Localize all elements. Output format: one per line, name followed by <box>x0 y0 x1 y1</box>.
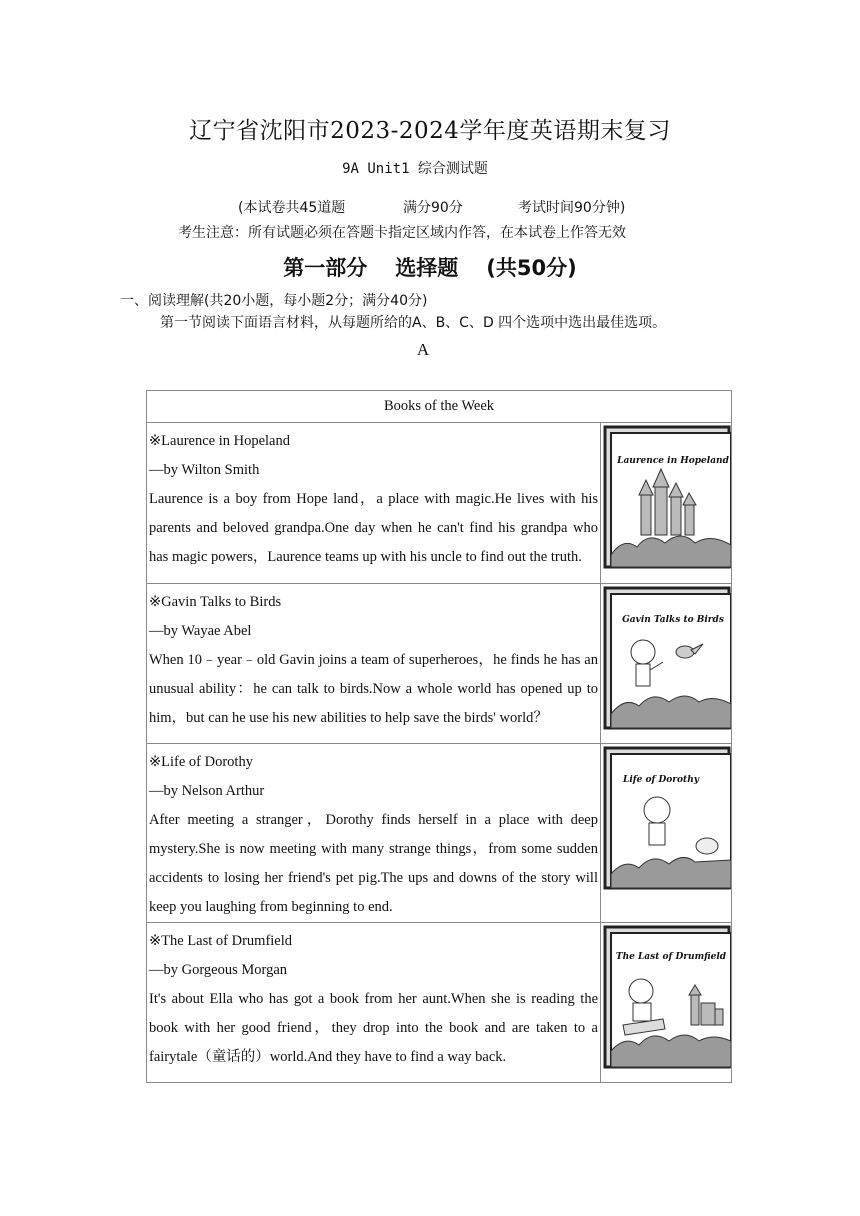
book-author: —by Nelson Arthur <box>149 783 265 799</box>
exam-info <box>238 197 625 217</box>
book-title: ※Life of Dorothy <box>149 754 253 770</box>
book-author: —by Wayae Abel <box>149 623 252 639</box>
girl-and-pig-illustration-icon <box>603 746 731 892</box>
book-description: It's about Ella who has got a book from her aunt.When she is reading the book with her good friend，they drop into the book and are taken to a fairytale（童话的）world.And they have to find a way back. <box>149 991 598 1065</box>
part-name: 第一部分 <box>283 256 368 280</box>
boy-and-bird-illustration-icon <box>603 586 731 732</box>
book-author: —by Gorgeous Morgan <box>149 962 288 978</box>
exam-title: 辽宁省沈阳市2023-2024学年度英语期末复习 <box>189 118 671 144</box>
book-title: ※Gavin Talks to Birds <box>149 594 282 610</box>
book-text <box>147 423 601 584</box>
passage-letter: A <box>416 340 430 359</box>
cover-title: The Last of Drumfield <box>615 952 727 962</box>
info-questions: (本试卷共45道题 <box>238 200 346 216</box>
book-title: ※The Last of Drumfield <box>149 933 293 949</box>
book-text <box>147 584 601 744</box>
cover-title: Life of Dorothy <box>623 775 699 785</box>
cover-title: Laurence in Hopeland <box>617 456 729 466</box>
exam-notice: 考生注意：所有试题必须在答题卡指定区域内作答，在本试卷上作答无效 <box>178 225 626 241</box>
section-title: 一、阅读理解(共20小题，每小题2分；满分40分) <box>120 293 428 309</box>
table-row <box>147 423 732 584</box>
table-header: Books of the Week <box>147 391 732 423</box>
part-type: 选择题 <box>395 256 459 280</box>
info-score: 满分90分 <box>403 200 463 216</box>
book-text <box>147 923 601 1083</box>
books-table <box>146 390 732 1083</box>
book-cover-cell <box>601 744 732 923</box>
book-title: ※Laurence in Hopeland <box>149 433 290 449</box>
book-description: After meeting a stranger，Dorothy finds herself in a place with deep mystery.She is now meeting with many strange things，from some sudden accidents to losing her friend's pet pig.The ups and downs of the story will keep you laughing from beginning to end. <box>149 812 598 915</box>
book-cover-cell <box>601 923 732 1083</box>
book-description: Laurence is a boy from Hope land，a place with magic.He lives with his parents and beloved grandpa.One day when he can't find his grandpa who has magic powers，Laurence teams up with his uncle to find out the truth. <box>149 491 598 565</box>
book-cover-cell <box>601 423 732 584</box>
table-row <box>147 744 732 923</box>
girl-on-book-and-castle-illustration-icon <box>603 925 731 1071</box>
book-description: When 10﹣year﹣old Gavin joins a team of superheroes，he finds he has an unusual ability：he can talk to birds.Now a whole world has opened up to him，but can he use his new abilities to help save the birds' world？ <box>149 652 598 726</box>
table-row <box>147 923 732 1083</box>
section-instruction: 第一节阅读下面语言材料，从每题所给的A、B、C、D 四个选项中选出最佳选项。 <box>160 315 667 331</box>
cover-title: Gavin Talks to Birds <box>622 615 724 625</box>
table-row <box>147 584 732 744</box>
exam-subtitle: 9A Unit1 综合测试题 <box>342 161 488 177</box>
part-score: (共50分) <box>486 256 577 280</box>
castle-illustration-icon <box>603 425 731 571</box>
info-time: 考试时间90分钟) <box>518 200 626 216</box>
book-cover-cell <box>601 584 732 744</box>
book-text <box>147 744 601 923</box>
book-author: —by Wilton Smith <box>149 462 260 478</box>
part-heading <box>0 252 860 282</box>
